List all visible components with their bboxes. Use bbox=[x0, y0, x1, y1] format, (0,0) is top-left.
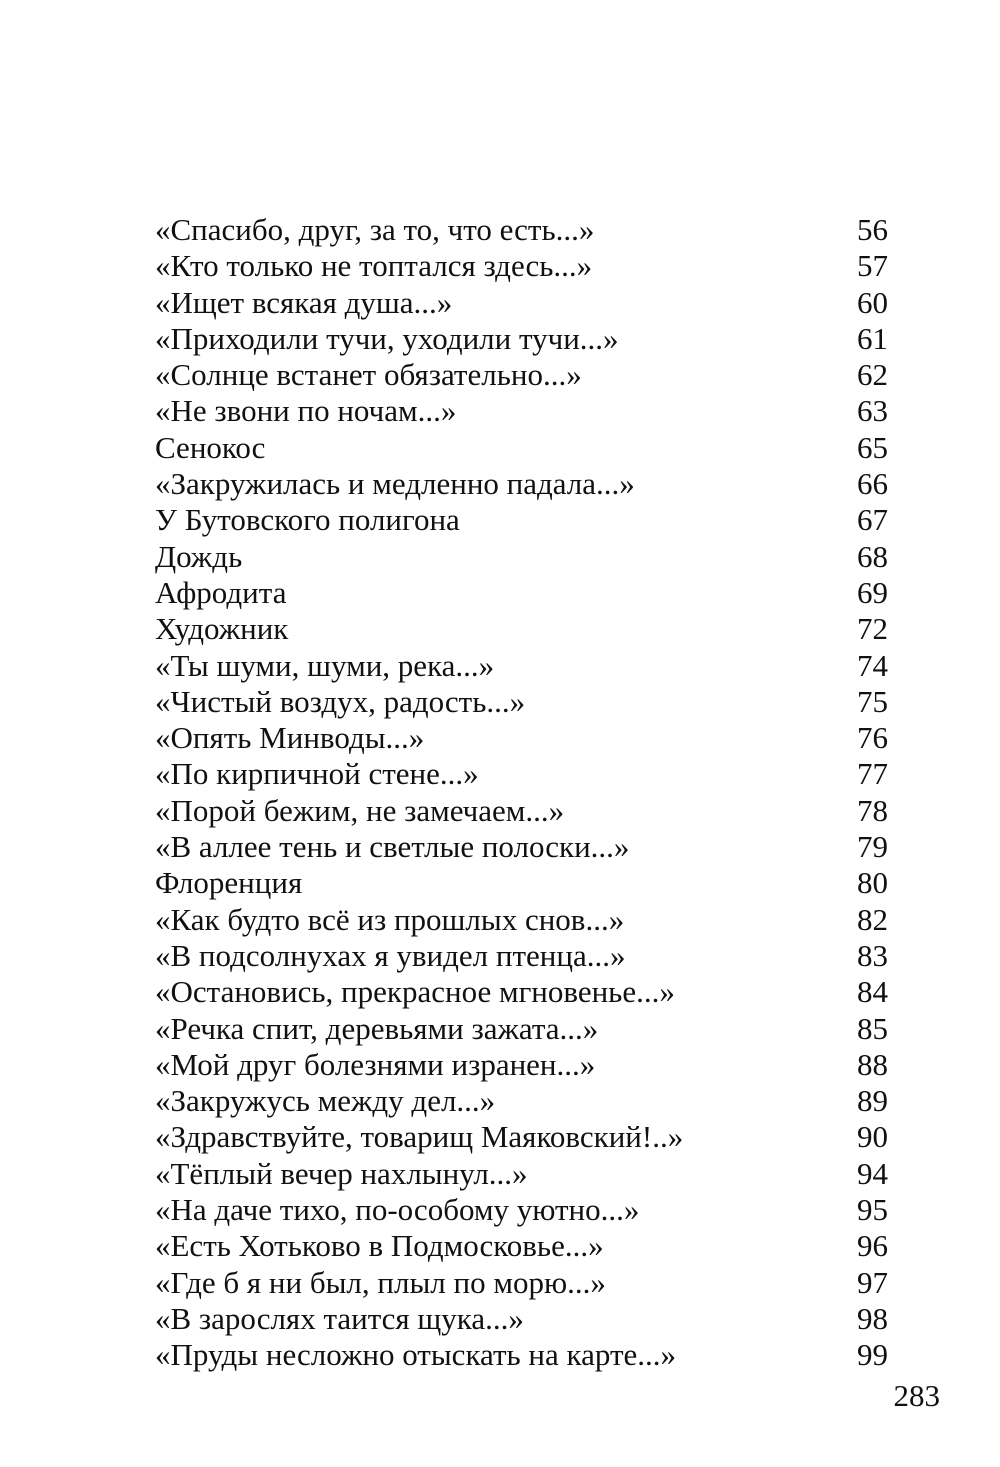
toc-entry bbox=[155, 829, 888, 865]
toc-entry bbox=[155, 321, 888, 357]
toc-entry bbox=[155, 648, 888, 684]
toc-entry bbox=[155, 430, 888, 466]
toc-entry-title: Афродита bbox=[155, 574, 287, 610]
toc-entry bbox=[155, 720, 888, 756]
toc-entry-title: «В зарослях таится щука...» bbox=[155, 1300, 524, 1336]
toc-entry-title: «Есть Хотьково в Подмосковье...» bbox=[155, 1228, 604, 1264]
toc-entry bbox=[155, 1119, 888, 1155]
toc-entry bbox=[155, 756, 888, 792]
toc-entry bbox=[155, 1337, 888, 1373]
toc-entry-title: «Не звони по ночам...» bbox=[155, 393, 457, 429]
toc-entry bbox=[155, 357, 888, 393]
toc-entry-page: 99 bbox=[857, 1337, 888, 1373]
toc-entry bbox=[155, 502, 888, 538]
toc-entry bbox=[155, 1228, 888, 1264]
toc-entry bbox=[155, 684, 888, 720]
toc-entry-title: «Порой бежим, не замечаем...» bbox=[155, 792, 565, 828]
toc-entry-page: 76 bbox=[857, 720, 888, 756]
toc-entry-page: 89 bbox=[857, 1083, 888, 1119]
toc-entry bbox=[155, 865, 888, 901]
toc-entry-title: «Кто только не топтался здесь...» bbox=[155, 248, 593, 284]
toc-entry bbox=[155, 1301, 888, 1337]
toc-entry-page: 57 bbox=[857, 248, 888, 284]
toc-entry-page: 65 bbox=[857, 429, 888, 465]
toc-entry-page: 96 bbox=[857, 1228, 888, 1264]
toc-entry-title: «Ищет всякая душа...» bbox=[155, 284, 453, 320]
toc-entry-page: 61 bbox=[857, 320, 888, 356]
toc-entry bbox=[155, 902, 888, 938]
toc-entry-page: 77 bbox=[857, 756, 888, 792]
toc-entry-page: 66 bbox=[857, 466, 888, 502]
toc-entry-title: «По кирпичной стене...» bbox=[155, 756, 479, 792]
toc-entry-page: 78 bbox=[857, 792, 888, 828]
toc-entry-page: 85 bbox=[857, 1010, 888, 1046]
toc-entry-page: 69 bbox=[857, 574, 888, 610]
toc-entry-title: Флоренция bbox=[155, 865, 303, 901]
toc-entry-title: «Закружилась и медленно падала...» bbox=[155, 466, 635, 502]
toc-entry-title: «Чистый воздух, радость...» bbox=[155, 683, 526, 719]
toc-entry-title: «Здравствуйте, товарищ Маяковский!..» bbox=[155, 1119, 684, 1155]
toc-entry bbox=[155, 248, 888, 284]
toc-entry-title: Сенокос bbox=[155, 429, 266, 465]
toc-entry-page: 67 bbox=[857, 502, 888, 538]
toc-entry-title: «Солнце встанет обязательно...» bbox=[155, 357, 582, 393]
toc-entry bbox=[155, 1192, 888, 1228]
toc-entry bbox=[155, 575, 888, 611]
toc-entry bbox=[155, 938, 888, 974]
toc-entry bbox=[155, 539, 888, 575]
toc-entry-title: «Речка спит, деревьями зажата...» bbox=[155, 1010, 599, 1046]
toc-entry-title: «Как будто всё из прошлых снов...» bbox=[155, 901, 625, 937]
toc-entry bbox=[155, 1156, 888, 1192]
toc-entry bbox=[155, 1011, 888, 1047]
toc-entry-page: 80 bbox=[857, 865, 888, 901]
toc-entry-title: «Тёплый вечер нахлынул...» bbox=[155, 1155, 528, 1191]
toc-entry-title: «Закружусь между дел...» bbox=[155, 1083, 496, 1119]
toc-entry-page: 95 bbox=[857, 1192, 888, 1228]
toc-entry-page: 88 bbox=[857, 1046, 888, 1082]
toc-entry-title: «Опять Минводы...» bbox=[155, 720, 425, 756]
toc-entry-page: 74 bbox=[857, 647, 888, 683]
toc-entry-title: «В подсолнухах я увидел птенца...» bbox=[155, 937, 626, 973]
toc-entry-title: «Пруды несложно отыскать на карте...» bbox=[155, 1337, 677, 1373]
toc-entry bbox=[155, 466, 888, 502]
toc-entry-page: 82 bbox=[857, 901, 888, 937]
toc-entry bbox=[155, 974, 888, 1010]
toc-entry-title: У Бутовского полигона bbox=[155, 502, 460, 538]
toc-entry-page: 60 bbox=[857, 284, 888, 320]
toc-entry-page: 90 bbox=[857, 1119, 888, 1155]
toc-entry-page: 83 bbox=[857, 937, 888, 973]
toc-entry-title: Дождь bbox=[155, 538, 243, 574]
toc-entry-page: 56 bbox=[857, 212, 888, 247]
toc-entry-title: «Спасибо, друг, за то, что есть...» bbox=[155, 212, 595, 247]
toc-entry bbox=[155, 285, 888, 321]
toc-entry-title: «В аллее тень и светлые полоски...» bbox=[155, 829, 630, 865]
toc-entry bbox=[155, 611, 888, 647]
toc-entry-page: 94 bbox=[857, 1155, 888, 1191]
page-number: 283 bbox=[893, 1378, 940, 1413]
toc-entry-title: «Мой друг болезнями изранен...» bbox=[155, 1046, 596, 1082]
toc-entry-title: «Приходили тучи, уходили тучи...» bbox=[155, 320, 619, 356]
toc-entry-title: «Ты шуми, шуми, река...» bbox=[155, 647, 495, 683]
toc-entry-page: 84 bbox=[857, 974, 888, 1010]
toc-entry-page: 63 bbox=[857, 393, 888, 429]
toc-entry bbox=[155, 1047, 888, 1083]
toc-entry-title: «Где б я ни был, плыл по морю...» bbox=[155, 1264, 606, 1300]
toc-entry bbox=[155, 793, 888, 829]
toc-entry-title: Художник bbox=[155, 611, 289, 647]
toc-entry bbox=[155, 1083, 888, 1119]
toc-entry bbox=[155, 212, 888, 248]
toc-entry-page: 75 bbox=[857, 683, 888, 719]
toc-entry-page: 79 bbox=[857, 829, 888, 865]
toc-entry-page: 72 bbox=[857, 611, 888, 647]
toc-entry-page: 98 bbox=[857, 1300, 888, 1336]
toc-entry bbox=[155, 393, 888, 429]
toc-entry-page: 62 bbox=[857, 357, 888, 393]
toc-entry-page: 68 bbox=[857, 538, 888, 574]
toc-entry-title: «Остановись, прекрасное мгновенье...» bbox=[155, 974, 675, 1010]
toc-entry-title: «На даче тихо, по-особому уютно...» bbox=[155, 1192, 640, 1228]
toc-entry bbox=[155, 1265, 888, 1301]
toc-entry-page: 97 bbox=[857, 1264, 888, 1300]
table-of-contents bbox=[155, 212, 888, 1374]
